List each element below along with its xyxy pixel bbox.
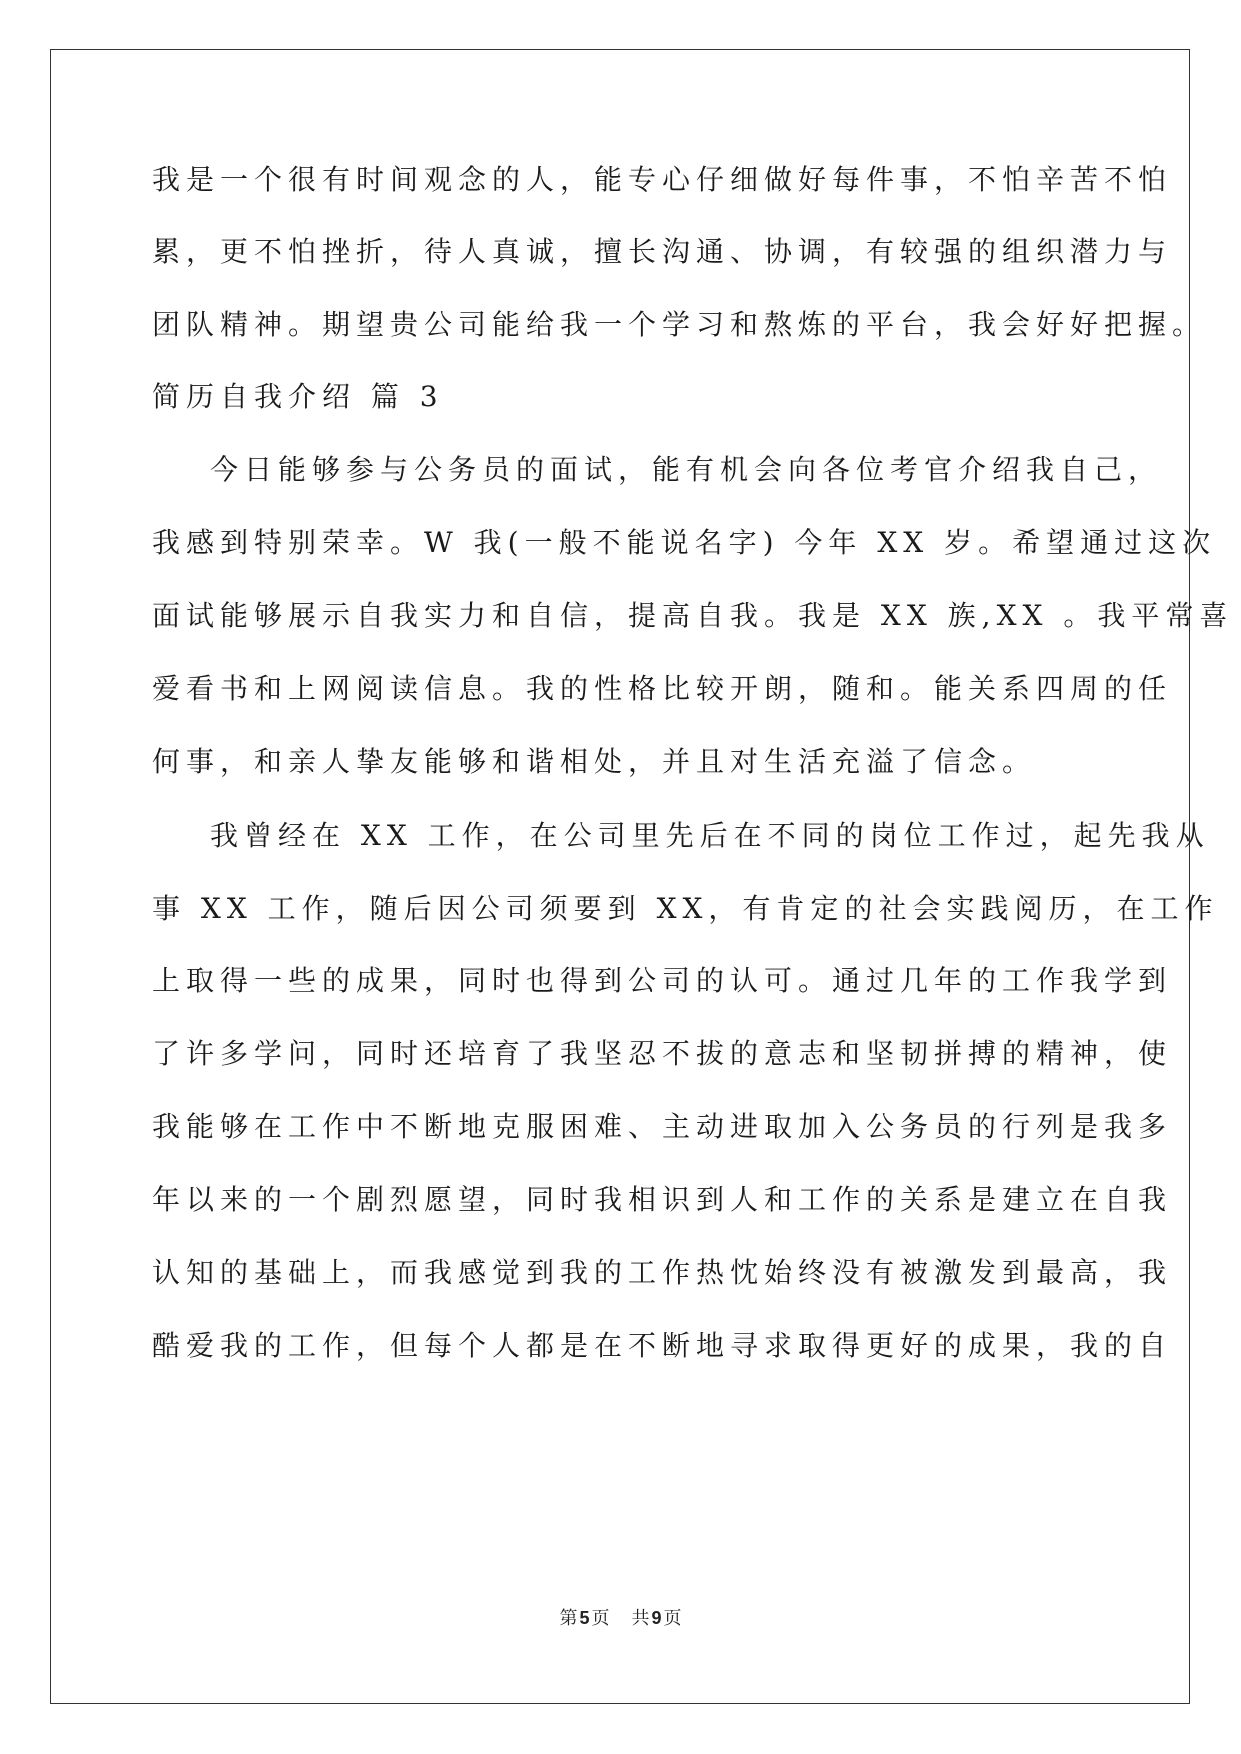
text-line: 团队精神。期望贵公司能给我一个学习和熬炼的平台，我会好好把握。 [152,308,1207,341]
text-line: 上取得一些的成果，同时也得到公司的认可。通过几年的工作我学到 [152,964,1173,997]
page-number: 5 [579,1608,590,1628]
total-prefix: 共 [631,1608,650,1629]
section-heading: 简历自我介绍 篇 3 [152,380,444,413]
text-line: 我是一个很有时间观念的人，能专心仔细做好每件事，不怕辛苦不怕 [152,163,1173,196]
text-line: 我感到特别荣幸。W 我(一般不能说名字) 今年 XX 岁。希望通过这次 [152,526,1217,559]
text-line: 我能够在工作中不断地克服困难、主动进取加入公务员的行列是我多 [152,1110,1173,1143]
text-line: 年以来的一个剧烈愿望，同时我相识到人和工作的关系是建立在自我 [152,1183,1173,1216]
text-line: 了许多学问，同时还培育了我坚忍不拔的意志和坚韧拼搏的精神，使 [152,1037,1173,1070]
page-footer [0,1606,1241,1631]
text-line: 累，更不怕挫折，待人真诚，擅长沟通、协调，有较强的组织潜力与 [152,235,1173,268]
page-suffix: 页 [591,1608,610,1629]
page-border [50,49,1190,1704]
text-line: 酷爱我的工作，但每个人都是在不断地寻求取得更好的成果，我的自 [152,1329,1173,1362]
total-pages: 9 [651,1608,662,1628]
text-line: 面试能够展示自我实力和自信，提高自我。我是 XX 族,XX 。我平常喜 [152,599,1234,632]
text-line: 今日能够参与公务员的面试，能有机会向各位考官介绍我自己， [210,453,1163,486]
text-line: 何事，和亲人挚友能够和谐相处，并且对生活充溢了信念。 [152,745,1037,778]
text-line: 爱看书和上网阅读信息。我的性格比较开朗，随和。能关系四周的任 [152,672,1173,705]
total-suffix: 页 [663,1608,682,1629]
text-line: 认知的基础上，而我感觉到我的工作热忱始终没有被激发到最高，我 [152,1256,1173,1289]
page-prefix: 第 [559,1608,578,1629]
text-line: 我曾经在 XX 工作，在公司里先后在不同的岗位工作过，起先我从 [210,819,1210,852]
text-line: 事 XX 工作，随后因公司须要到 XX，有肯定的社会实践阅历，在工作 [152,892,1219,925]
